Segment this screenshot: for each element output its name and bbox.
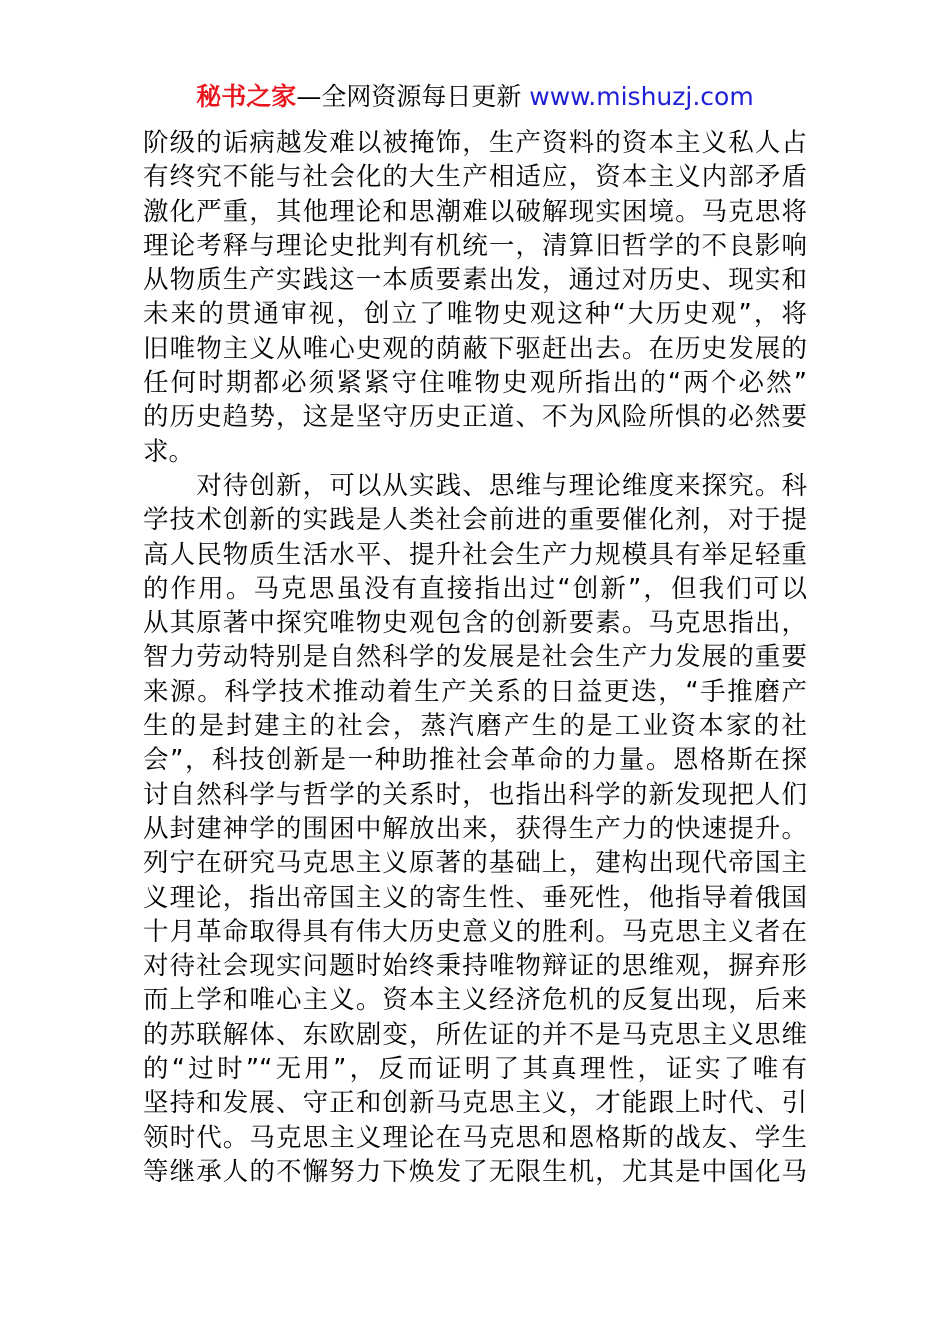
text-line: 列宁在研究马克思主义原著的基础上，建构出现代帝国主 xyxy=(143,848,807,879)
brand-name: 秘书之家 xyxy=(196,82,297,111)
text-line: 十月革命取得具有伟大历史意义的胜利。马克思主义者在 xyxy=(143,916,807,947)
text-line: 高人民物质生活水平、提升社会生产力规模具有举足轻重 xyxy=(143,539,807,570)
paragraph-2 xyxy=(143,469,807,1189)
document-body xyxy=(143,126,807,1189)
text-line: 激化严重，其他理论和思潮难以破解现实困境。马克思将 xyxy=(143,196,807,227)
text-line: 未来的贯通审视，创立了唯物史观这种“大历史观”，将 xyxy=(143,299,807,330)
text-line: 智力劳动特别是自然科学的发展是社会生产力发展的重要 xyxy=(143,642,807,673)
text-line: 任何时期都必须紧紧守住唯物史观所指出的“两个必然” xyxy=(143,368,807,399)
text-line: 从其原著中探究唯物史观包含的创新要素。马克思指出， xyxy=(143,608,807,639)
text-line: 领时代。马克思主义理论在马克思和恩格斯的战友、学生 xyxy=(143,1122,807,1153)
text-line: 生的是封建主的社会，蒸汽磨产生的是工业资本家的社 xyxy=(143,711,807,742)
text-line: 求。 xyxy=(143,436,195,467)
text-line: 学技术创新的实践是人类社会前进的重要催化剂，对于提 xyxy=(143,505,807,536)
text-line: 会”，科技创新是一种助推社会革命的力量。恩格斯在探 xyxy=(143,745,807,776)
text-line: 义理论，指出帝国主义的寄生性、垂死性，他指导着俄国 xyxy=(143,882,807,913)
text-line: 对待创新，可以从实践、思维与理论维度来探究。科 xyxy=(143,470,807,501)
text-line: 从物质生产实践这一本质要素出发，通过对历史、现实和 xyxy=(143,265,807,296)
text-line: 来源。科学技术推动着生产关系的日益更迭，“手推磨产 xyxy=(143,676,807,707)
site-url-link[interactable]: www.mishuzj.com xyxy=(529,82,754,111)
text-line: 从封建神学的围困中解放出来，获得生产力的快速提升。 xyxy=(143,813,807,844)
text-line: 讨自然科学与哲学的关系时，也指出科学的新发现把人们 xyxy=(143,779,807,810)
header-tagline: —全网资源每日更新 xyxy=(296,82,530,111)
text-line: 阶级的诟病越发难以被掩饰，生产资料的资本主义私人占 xyxy=(143,128,807,158)
text-line: 理论考释与理论史批判有机统一，清算旧哲学的不良影响 xyxy=(143,230,807,261)
text-line: 的作用。马克思虽没有直接指出过“创新”，但我们可以 xyxy=(143,573,807,604)
text-line: 坚持和发展、守正和创新马克思主义，才能跟上时代、引 xyxy=(143,1088,807,1119)
text-line: 有终究不能与社会化的大生产相适应，资本主义内部矛盾 xyxy=(143,162,807,193)
paragraph-1 xyxy=(143,126,807,469)
page-header xyxy=(0,80,950,114)
text-line: 而上学和唯心主义。资本主义经济危机的反复出现，后来 xyxy=(143,985,807,1016)
text-line: 的历史趋势，这是坚守历史正道、不为风险所惧的必然要 xyxy=(143,402,807,433)
text-line: 的“过时”“无用”，反而证明了其真理性，证实了唯有 xyxy=(143,1054,807,1085)
text-line: 的苏联解体、东欧剧变，所佐证的并不是马克思主义思维 xyxy=(143,1019,807,1050)
text-line: 对待社会现实问题时始终秉持唯物辩证的思维观，摒弃形 xyxy=(143,951,807,982)
text-line: 旧唯物主义从唯心史观的荫蔽下驱赶出去。在历史发展的 xyxy=(143,333,807,364)
text-line: 等继承人的不懈努力下焕发了无限生机，尤其是中国化马 xyxy=(143,1156,807,1187)
